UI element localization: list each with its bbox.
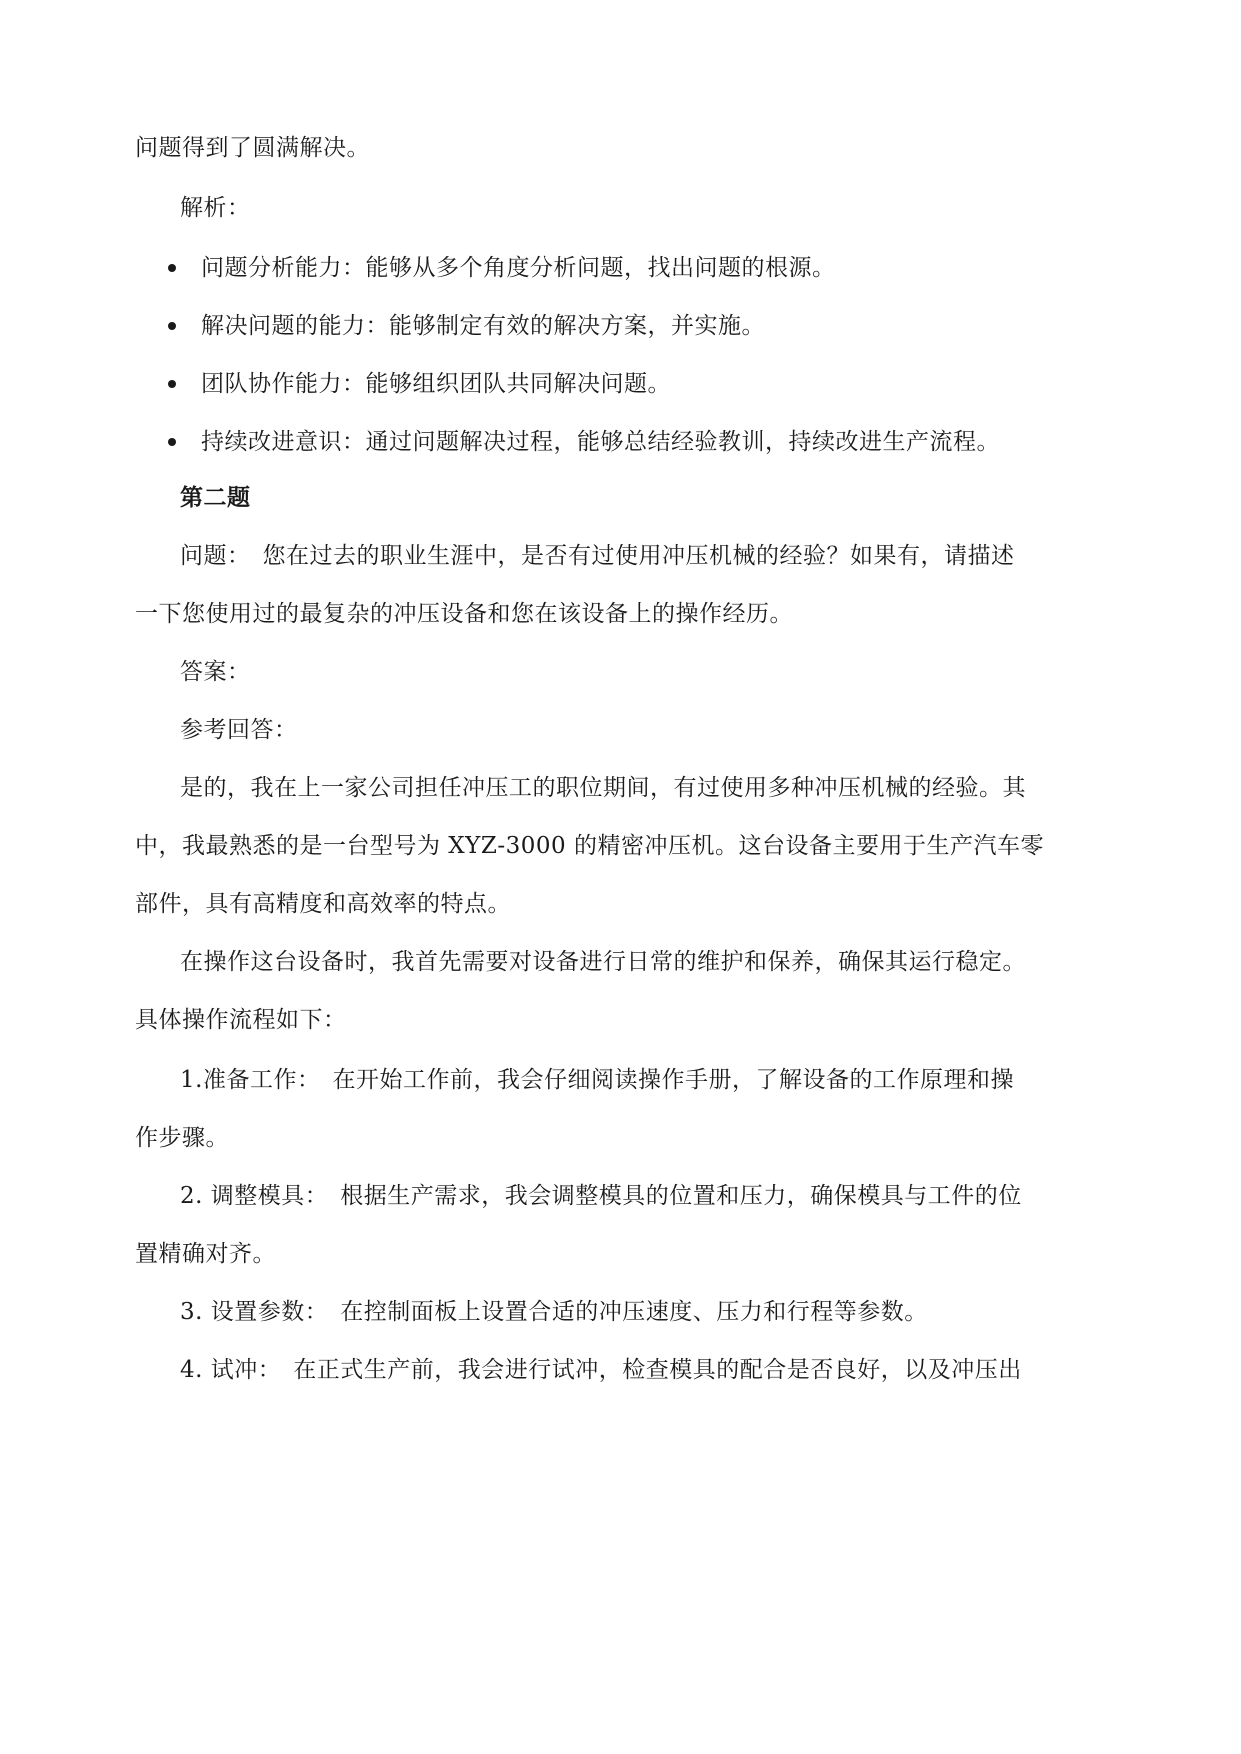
bullet-icon xyxy=(168,264,176,272)
section-heading: 第二题 xyxy=(180,484,251,511)
bullet-icon xyxy=(168,438,176,446)
paragraph-line: 作步骤。 xyxy=(135,1125,229,1151)
answer-label: 答案： xyxy=(180,659,251,685)
paragraph-line: 在操作这台设备时，我首先需要对设备进行日常的维护和保养，确保其运行稳定。 xyxy=(180,949,1026,975)
paragraph-line: 置精确对齐。 xyxy=(135,1241,276,1267)
paragraph-line: 部件，具有高精度和高效率的特点。 xyxy=(135,891,511,917)
step-item: 3. 设置参数： 在控制面板上设置合适的冲压速度、压力和行程等参数。 xyxy=(180,1299,928,1325)
paragraph-line: 问题得到了圆满解决。 xyxy=(135,135,370,161)
analysis-label: 解析： xyxy=(180,195,251,221)
list-item: 解决问题的能力：能够制定有效的解决方案，并实施。 xyxy=(201,313,765,339)
step-item: 4. 试冲： 在正式生产前，我会进行试冲，检查模具的配合是否良好，以及冲压出 xyxy=(180,1357,1022,1383)
paragraph-line: 问题： 您在过去的职业生涯中，是否有过使用冲压机械的经验？如果有，请描述 xyxy=(180,543,1015,569)
step-item: 1.准备工作： 在开始工作前，我会仔细阅读操作手册，了解设备的工作原理和操 xyxy=(180,1067,1014,1093)
list-item: 团队协作能力：能够组织团队共同解决问题。 xyxy=(201,371,671,397)
paragraph-line: 是的，我在上一家公司担任冲压工的职位期间，有过使用多种冲压机械的经验。其 xyxy=(180,775,1026,801)
list-item: 持续改进意识：通过问题解决过程，能够总结经验教训，持续改进生产流程。 xyxy=(201,429,1000,455)
bullet-icon xyxy=(168,322,176,330)
step-item: 2. 调整模具： 根据生产需求，我会调整模具的位置和压力，确保模具与工件的位 xyxy=(180,1183,1022,1209)
bullet-icon xyxy=(168,380,176,388)
paragraph-line: 具体操作流程如下： xyxy=(135,1007,347,1033)
paragraph-line: 一下您使用过的最复杂的冲压设备和您在该设备上的操作经历。 xyxy=(135,601,793,627)
reference-answer-label: 参考回答： xyxy=(180,717,298,743)
paragraph-line: 中，我最熟悉的是一台型号为 XYZ-3000 的精密冲压机。这台设备主要用于生产汽车零 xyxy=(135,833,1044,859)
list-item: 问题分析能力：能够从多个角度分析问题，找出问题的根源。 xyxy=(201,255,836,281)
